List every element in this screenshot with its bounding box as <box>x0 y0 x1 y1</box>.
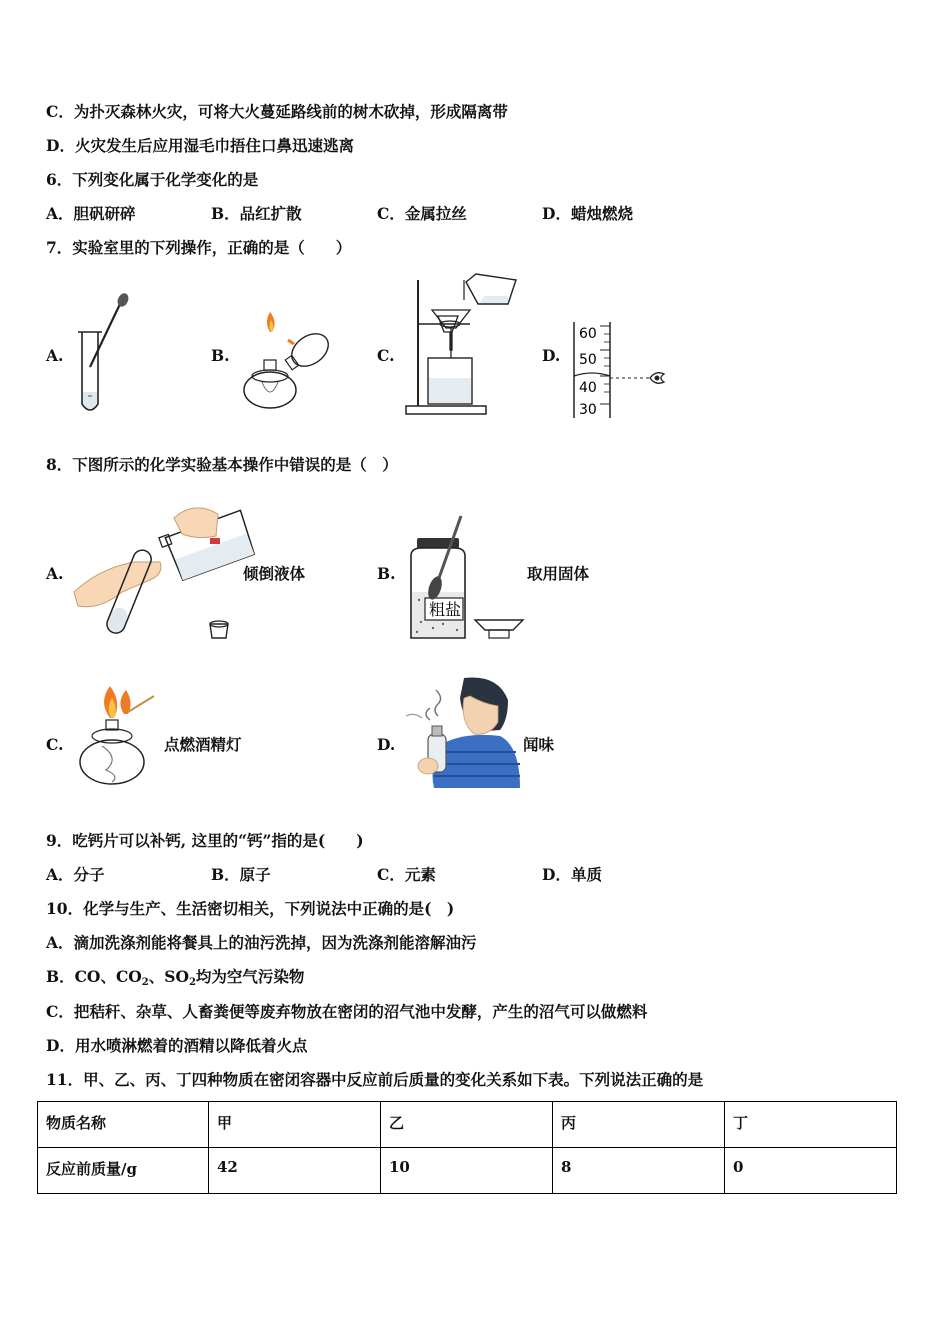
q10-option-b-text-3: 均为空气污染物 <box>195 967 305 986</box>
table-cell: 反应前质量/g <box>38 1148 209 1194</box>
q8-smelling-figure <box>404 676 524 791</box>
q6-option-b[interactable]: B．品红扩散 <box>211 204 302 223</box>
q10-option-b-text-1: B．CO、CO <box>46 967 142 986</box>
q8-bottle-label: 粗盐 <box>429 600 462 619</box>
q8-pouring-liquid-figure <box>70 492 245 642</box>
q8-option-c-label[interactable]: C. <box>46 735 64 754</box>
q6-option-d[interactable]: D．蜡烛燃烧 <box>542 204 633 223</box>
q6-stem: 6．下列变化属于化学变化的是 <box>46 170 259 189</box>
q10-option-a[interactable]: A．滴加洗涤剂能将餐具上的油污洗掉，因为洗涤剂能溶解油污 <box>46 933 477 952</box>
q9-option-d[interactable]: D．单质 <box>542 865 602 884</box>
q10-option-b-sub-1: 2 <box>141 977 149 988</box>
table-header-cell: 甲 <box>209 1102 381 1148</box>
q6-option-c[interactable]: C．金属拉丝 <box>377 204 467 223</box>
q8-caption-d: 闻味 <box>523 736 555 754</box>
q10-option-c[interactable]: C．把秸秆、杂草、人畜粪便等废弃物放在密闭的沼气池中发酵，产生的沼气可以做燃料 <box>46 1002 648 1021</box>
q10-option-b-sub-2: 2 <box>188 977 196 988</box>
table-row <box>38 1148 897 1194</box>
q6-option-a[interactable]: A．胆矾研碎 <box>46 204 136 223</box>
q9-option-c[interactable]: C．元素 <box>377 865 436 884</box>
table-header-cell: 丙 <box>553 1102 725 1148</box>
table-cell: 42 <box>209 1148 381 1194</box>
q8-caption-c: 点燃酒精灯 <box>164 736 242 754</box>
q8-caption-a: 倾倒液体 <box>243 565 306 583</box>
q7-option-d-label[interactable]: D. <box>542 346 561 365</box>
table-header-cell: 丁 <box>725 1102 897 1148</box>
q9-stem: 9．吃钙片可以补钙, 这里的“钙”指的是( ) <box>46 831 364 850</box>
q7-scale-30: 30 <box>579 402 597 418</box>
q10-option-d[interactable]: D．用水喷淋燃着的酒精以降低着火点 <box>46 1036 308 1055</box>
q11-mass-table <box>37 1101 897 1194</box>
q5-option-c: C．为扑灭森林火灾，可将大火蔓延路线前的树木砍掉，形成隔离带 <box>46 102 508 121</box>
q10-stem: 10．化学与生产、生活密切相关，下列说法中正确的是( ) <box>46 899 455 918</box>
q7-filtration-figure <box>404 270 528 418</box>
table-cell: 0 <box>725 1148 897 1194</box>
q9-option-a[interactable]: A．分子 <box>46 865 105 884</box>
table-cell: 8 <box>553 1148 725 1194</box>
q7-scale-50: 50 <box>579 352 597 368</box>
q10-option-b[interactable] <box>46 967 304 993</box>
q8-lighting-lamp-figure <box>76 684 161 790</box>
q7-option-a-label[interactable]: A. <box>46 346 64 365</box>
q7-dropper-in-tube-figure <box>70 292 140 420</box>
q8-option-d-label[interactable]: D. <box>377 735 396 754</box>
q10-option-b-text-2: 、SO <box>148 967 189 986</box>
q7-option-c-label[interactable]: C. <box>377 346 395 365</box>
q7-scale-60: 60 <box>579 326 597 342</box>
q7-scale-40: 40 <box>579 380 597 396</box>
q7-lamp-lit-by-lamp-figure <box>238 310 338 415</box>
table-header-cell: 物质名称 <box>38 1102 209 1148</box>
table-header-row <box>38 1102 897 1148</box>
q8-stem: 8．下图所示的化学实验基本操作中错误的是（ ） <box>46 455 398 474</box>
q7-stem: 7．实验室里的下列操作，正确的是（ ） <box>46 238 352 257</box>
q9-option-b[interactable]: B．原子 <box>211 865 271 884</box>
table-header-cell: 乙 <box>381 1102 553 1148</box>
q7-graduated-cylinder-figure <box>570 320 670 420</box>
table-cell: 10 <box>381 1148 553 1194</box>
q11-stem: 11．甲、乙、丙、丁四种物质在密闭容器中反应前后质量的变化关系如下表。下列说法正确的是 <box>46 1070 704 1089</box>
q5-option-d: D．火灾发生后应用湿毛巾捂住口鼻迅速逃离 <box>46 136 354 155</box>
q8-taking-solid-figure <box>405 512 530 642</box>
q8-caption-b: 取用固体 <box>527 565 590 583</box>
q7-option-b-label[interactable]: B. <box>211 346 230 365</box>
q8-option-b-label[interactable]: B. <box>377 564 396 583</box>
q8-option-a-label[interactable]: A. <box>46 564 64 583</box>
